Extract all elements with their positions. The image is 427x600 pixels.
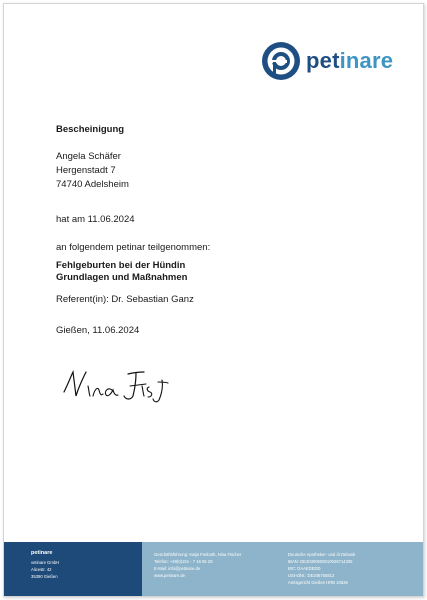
certificate-page xyxy=(3,3,424,597)
footer-email[interactable]: E-Mail: info@petinare.de xyxy=(154,566,201,571)
footer-bank-name: Deutsche Apotheker- und Ärztebank xyxy=(288,552,356,557)
footer-management: Geschäftsführung: Katja Freiboth, Nina Fischer xyxy=(154,552,242,557)
handwritten-signature xyxy=(62,366,174,404)
footer-city: 35390 Gießen xyxy=(31,574,58,579)
footer-vat-id: USt-IdNr.: DE346755812 xyxy=(288,573,335,578)
footer-phone: Telefon: +49(0)151 - 7 16 55 28 xyxy=(154,559,213,564)
place-date: Gießen, 11.06.2024 xyxy=(56,325,140,336)
speaker-line: Referent(in): Dr. Sebastian Ganz xyxy=(56,294,194,305)
footer-company: vetinare GmbH xyxy=(31,560,60,565)
footer-company-block xyxy=(4,542,142,596)
course-title-line1: Fehlgeburten bei der Hündin xyxy=(56,260,186,271)
logo-text-part2: inare xyxy=(339,48,394,73)
course-title-line2: Grundlagen und Maßnahmen xyxy=(56,272,188,283)
footer-bic: BIC: DAAEDEDD xyxy=(288,566,321,571)
participation-date: hat am 11.06.2024 xyxy=(56,214,135,225)
document-heading: Bescheinigung xyxy=(56,124,125,135)
recipient-street: Hergenstadt 7 xyxy=(56,165,116,176)
footer-court-registry: Amtsgericht Gießen HRB 10636 xyxy=(288,580,348,585)
footer-brand: petinare xyxy=(31,550,53,556)
footer-street: Alicestr. 42 xyxy=(31,567,52,572)
petinare-logo-icon xyxy=(261,41,301,81)
petinare-logo xyxy=(261,41,393,81)
footer-iban: IBAN: DE40300606010026714305 xyxy=(288,559,353,564)
recipient-name: Angela Schäfer xyxy=(56,151,121,162)
intro-line: an folgendem petinar teilgenommen: xyxy=(56,242,211,253)
recipient-city: 74740 Adelsheim xyxy=(56,179,129,190)
footer-website[interactable]: www.petinare.de xyxy=(154,573,185,578)
logo-text-part1: pet xyxy=(306,48,340,73)
logo-wordmark xyxy=(306,48,393,74)
footer-contact-bank-block xyxy=(142,542,423,596)
